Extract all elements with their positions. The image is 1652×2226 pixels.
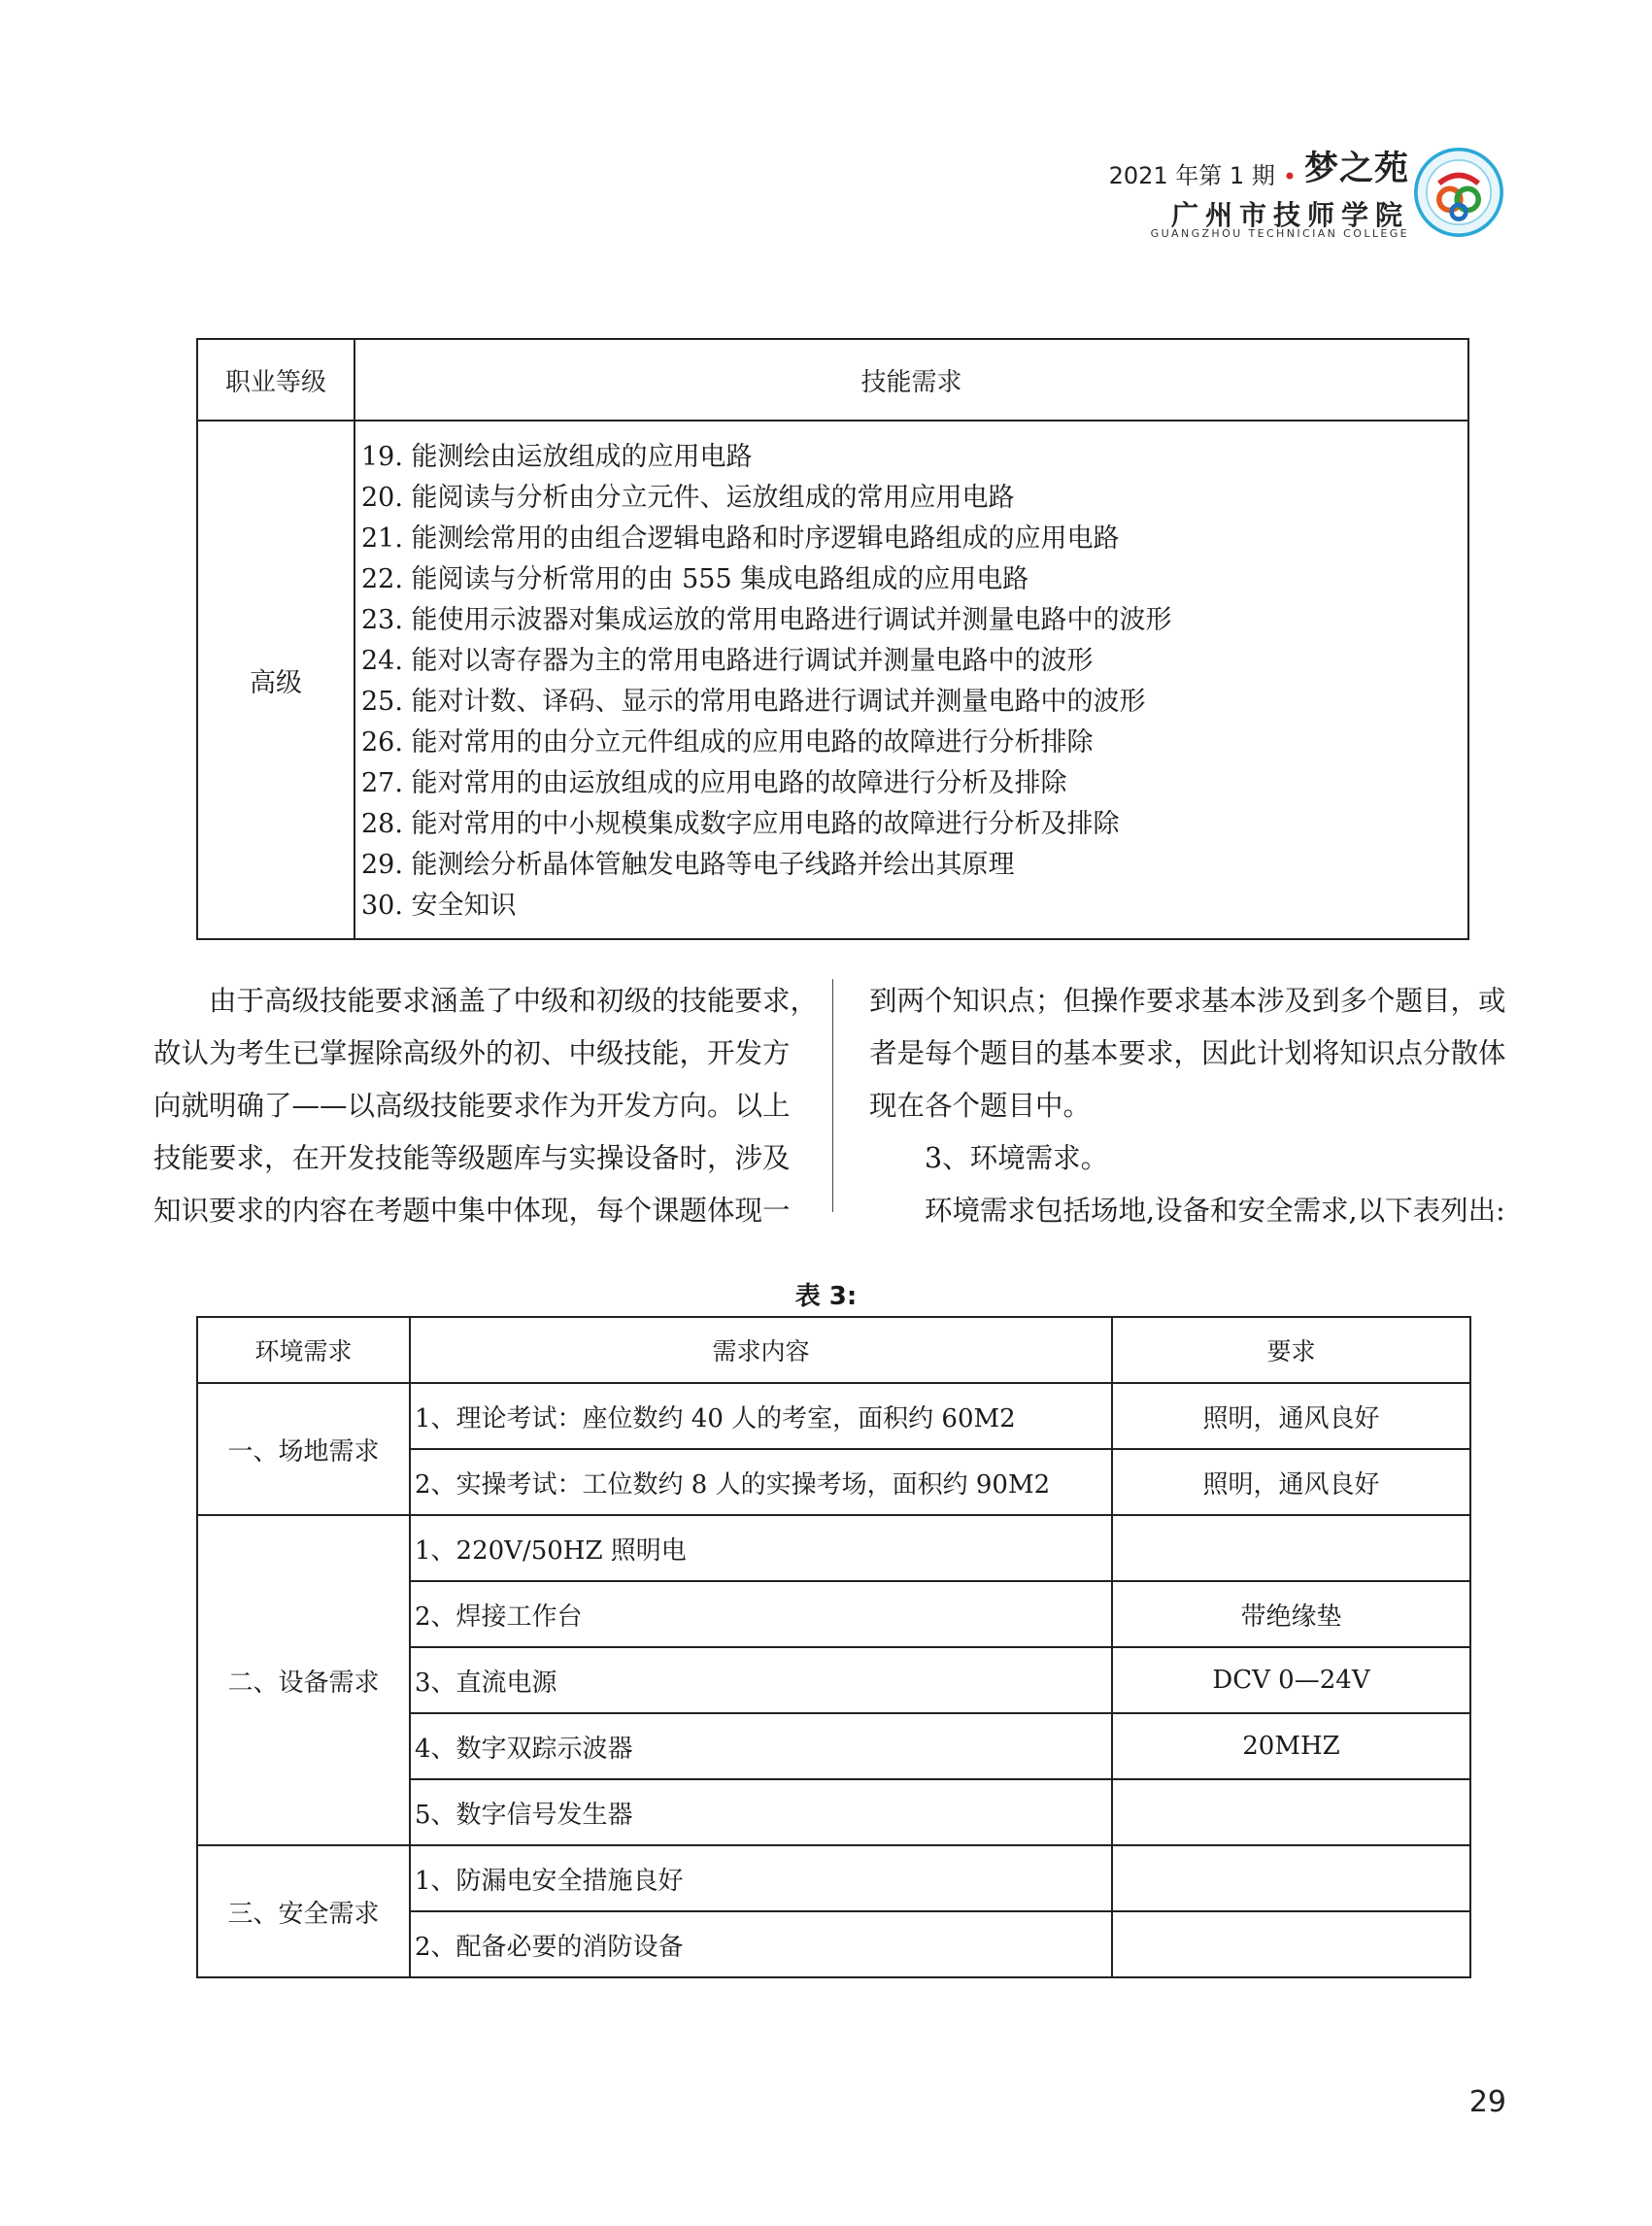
paragraph-line: 到两个知识点；但操作要求基本涉及到多个题目，或 bbox=[869, 985, 1506, 1017]
requirement-cell: 带绝缘垫 bbox=[1112, 1581, 1470, 1647]
requirement-cell: 照明，通风良好 bbox=[1112, 1449, 1470, 1515]
content-cell: 4、数字双踪示波器 bbox=[410, 1713, 1112, 1779]
table-header-row bbox=[197, 339, 1468, 421]
paragraph-line: 技能要求，在开发技能等级题库与实操设备时，涉及 bbox=[153, 1142, 791, 1174]
paragraph-line: 由于高级技能要求涵盖了中级和初级的技能要求， bbox=[153, 985, 819, 1017]
table-caption: 表 3: bbox=[794, 1282, 858, 1311]
content-cell: 2、实操考试：工位数约 8 人的实操考场，面积约 90M2 bbox=[410, 1449, 1112, 1515]
column-header-requirement: 要求 bbox=[1112, 1317, 1470, 1383]
skill-item: 28. 能对常用的中小规模集成数字应用电路的故障进行分析及排除 bbox=[361, 809, 1120, 839]
body-column-right bbox=[869, 975, 1510, 1237]
table-row bbox=[197, 421, 1468, 939]
table-header-row bbox=[197, 1317, 1470, 1383]
paragraph-line: 者是每个题目的基本要求，因此计划将知识点分散体 bbox=[869, 1037, 1506, 1069]
college-name-en: GUANGZHOU TECHNICIAN COLLEGE bbox=[1150, 227, 1409, 240]
skill-item: 24. 能对以寄存器为主的常用电路进行调试并测量电路中的波形 bbox=[361, 646, 1094, 676]
paragraph-line: 故认为考生已掌握除高级外的初、中级技能，开发方 bbox=[153, 1037, 791, 1069]
column-header-content: 需求内容 bbox=[410, 1317, 1112, 1383]
section-heading: 3、环境需求。 bbox=[869, 1142, 1109, 1174]
skill-requirements-table bbox=[196, 338, 1469, 940]
paragraph-line: 知识要求的内容在考题中集中体现，每个课题体现一 bbox=[153, 1195, 791, 1227]
table-row bbox=[197, 1515, 1470, 1581]
paragraph-line: 现在各个题目中。 bbox=[869, 1090, 1092, 1122]
environment-requirements-table bbox=[196, 1316, 1471, 1978]
skill-item: 20. 能阅读与分析由分立元件、运放组成的常用应用电路 bbox=[361, 483, 1015, 513]
college-emblem-icon bbox=[1414, 148, 1503, 237]
column-divider bbox=[832, 979, 833, 1212]
college-name-cn: 广州市技师学院 bbox=[1170, 199, 1409, 231]
skill-item: 26. 能对常用的由分立元件组成的应用电路的故障进行分析排除 bbox=[361, 727, 1094, 758]
requirement-cell bbox=[1112, 1845, 1470, 1911]
skill-item: 22. 能阅读与分析常用的由 555 集成电路组成的应用电路 bbox=[361, 564, 1029, 594]
requirement-cell: 20MHZ bbox=[1112, 1713, 1470, 1779]
requirement-cell bbox=[1112, 1911, 1470, 1977]
table-row bbox=[197, 1383, 1470, 1449]
paragraph-line: 环境需求包括场地,设备和安全需求,以下表列出: bbox=[869, 1195, 1505, 1227]
category-cell: 一、场地需求 bbox=[197, 1383, 410, 1515]
skill-item: 21. 能测绘常用的由组合逻辑电路和时序逻辑电路组成的应用电路 bbox=[361, 523, 1120, 554]
column-header-category: 环境需求 bbox=[197, 1317, 410, 1383]
separator-dot: • bbox=[1282, 163, 1297, 190]
magazine-title: 梦之苑 bbox=[1303, 150, 1409, 188]
skill-item: 19. 能测绘由运放组成的应用电路 bbox=[361, 442, 753, 472]
level-cell: 高级 bbox=[197, 421, 354, 939]
content-cell: 5、数字信号发生器 bbox=[410, 1779, 1112, 1845]
content-cell: 1、220V/50HZ 照明电 bbox=[410, 1515, 1112, 1581]
skill-item: 30. 安全知识 bbox=[361, 891, 517, 921]
header-issue-line bbox=[1109, 146, 1409, 190]
skill-item: 23. 能使用示波器对集成运放的常用电路进行调试并测量电路中的波形 bbox=[361, 605, 1172, 635]
column-header-level: 职业等级 bbox=[197, 339, 354, 421]
page-number: 29 bbox=[1468, 2085, 1506, 2119]
requirement-cell bbox=[1112, 1515, 1470, 1581]
skills-cell bbox=[354, 421, 1468, 939]
content-cell: 2、配备必要的消防设备 bbox=[410, 1911, 1112, 1977]
skill-item: 29. 能测绘分析晶体管触发电路等电子线路并绘出其原理 bbox=[361, 850, 1015, 880]
body-column-left bbox=[153, 975, 819, 1237]
requirement-cell bbox=[1112, 1779, 1470, 1845]
skill-item: 25. 能对计数、译码、显示的常用电路进行调试并测量电路中的波形 bbox=[361, 687, 1146, 717]
content-cell: 2、焊接工作台 bbox=[410, 1581, 1112, 1647]
content-cell: 1、理论考试：座位数约 40 人的考室，面积约 60M2 bbox=[410, 1383, 1112, 1449]
requirement-cell: DCV 0—24V bbox=[1112, 1647, 1470, 1713]
table-row bbox=[197, 1845, 1470, 1911]
column-header-skills: 技能需求 bbox=[354, 339, 1468, 421]
category-cell: 三、安全需求 bbox=[197, 1845, 410, 1977]
issue-label: 2021 年第 1 期 bbox=[1108, 162, 1275, 189]
category-cell: 二、设备需求 bbox=[197, 1515, 410, 1845]
requirement-cell: 照明，通风良好 bbox=[1112, 1383, 1470, 1449]
skill-item: 27. 能对常用的由运放组成的应用电路的故障进行分析及排除 bbox=[361, 768, 1067, 798]
content-cell: 3、直流电源 bbox=[410, 1647, 1112, 1713]
content-cell: 1、防漏电安全措施良好 bbox=[410, 1845, 1112, 1911]
paragraph-line: 向就明确了——以高级技能要求作为开发方向。以上 bbox=[153, 1090, 791, 1122]
